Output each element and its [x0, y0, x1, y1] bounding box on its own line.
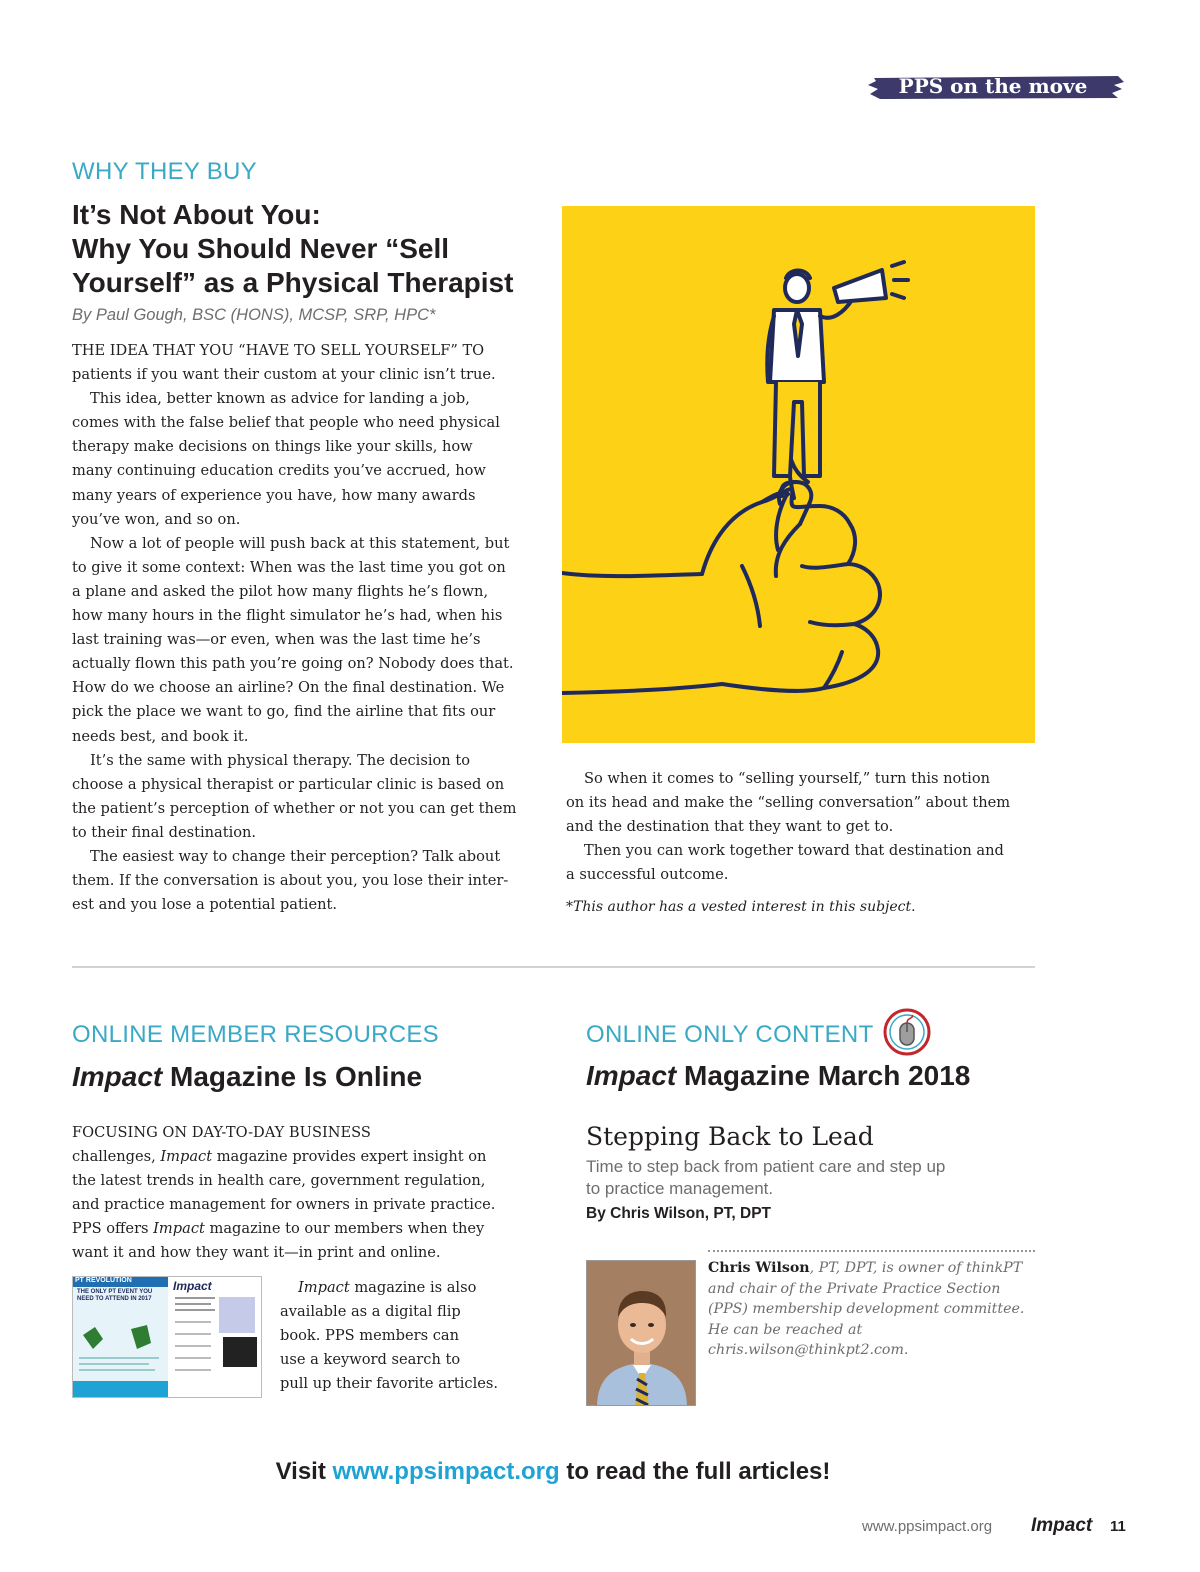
page-number: 11 [1110, 1518, 1126, 1535]
text-line: a plane and asked the pilot how many flights he’s flown, [72, 582, 489, 600]
article-kicker: WHY THEY BUY [72, 158, 257, 185]
thumb-headline: THE ONLY PT EVENT YOU NEED TO ATTEND IN 2017 [77, 1289, 153, 1302]
text-line: to give it some context: When was the last time you got on [72, 558, 506, 576]
resources-body [72, 1121, 552, 1266]
text-line: comes with the false belief that people who need physical [72, 414, 500, 432]
paragraph [566, 767, 1036, 839]
text-segment: the latest trends in health care, government regulation, [72, 1172, 486, 1190]
online-only-kicker: ONLINE ONLY CONTENT [586, 1021, 874, 1048]
paragraph [72, 339, 552, 387]
text-segment: available as a digital flip [280, 1303, 461, 1321]
text-segment: use a keyword search to [280, 1351, 461, 1369]
text-segment: pull up their favorite articles. [280, 1375, 499, 1393]
mouse-icon [882, 1007, 932, 1057]
text-line [280, 1276, 540, 1300]
paragraph [72, 749, 552, 845]
text-line: them. If the conversation is about you, you lose their inter- [72, 872, 509, 890]
resources-title [72, 1061, 422, 1093]
text-line: How do we choose an airline? On the final destination. We [72, 679, 505, 697]
text-segment: PPS offers [72, 1220, 154, 1238]
paragraph [72, 387, 552, 532]
text-segment: and practice management for owners in private practice. [72, 1196, 496, 1214]
text-line: actually flown this path you’re going on? Nobody does that. [72, 655, 514, 673]
paragraph [72, 532, 552, 749]
online-only-title-italic: Impact [586, 1060, 677, 1091]
text-line: the patient’s perception of whether or not you can get them [72, 799, 517, 817]
text-line: patients if you want their custom at your clinic isn’t true. [72, 366, 496, 384]
text-line: how many hours in the flight simulator he’s had, when his [72, 607, 503, 625]
impact-italic: Impact [153, 1220, 205, 1238]
text-segment: book. PPS members can [280, 1327, 459, 1345]
text-line: The easiest way to change their perception? Talk about [90, 847, 501, 865]
section-tag-label: PPS on the move [898, 74, 1088, 98]
illustration [562, 206, 1035, 743]
text-line [72, 1241, 552, 1265]
article-body-left [72, 339, 552, 917]
online-only-title [586, 1060, 970, 1092]
article-title [72, 198, 552, 300]
text-segment: challenges, [72, 1148, 161, 1166]
text-line [72, 1217, 552, 1241]
text-line: therapy make decisions on things like your skills, how [72, 438, 473, 456]
visit-cta [0, 1458, 1106, 1486]
resources-title-italic: Impact [72, 1061, 163, 1092]
text-line: needs best, and book it. [72, 727, 249, 745]
footer-url[interactable]: www.ppsimpact.org [862, 1518, 993, 1535]
article-title-line: Yourself” as a Physical Therapist [72, 267, 514, 298]
text-line: choose a physical therapist or particular clinic is based on [72, 775, 505, 793]
resources-lead-caps: FOCUSING ON DAY-TO-DAY BUSINESS [72, 1124, 371, 1141]
magazine-thumbnail[interactable] [72, 1276, 262, 1398]
text-segment: magazine is also [349, 1279, 477, 1296]
text-line: This idea, better known as advice for landing a job, [90, 390, 470, 408]
text-line [280, 1372, 540, 1396]
cta-prefix: Visit [275, 1458, 333, 1485]
text-line: last training was—or even, when was the last time he’s [72, 631, 481, 649]
text-line: THE IDEA THAT YOU “HAVE TO SELL YOURSELF” TO [72, 342, 485, 359]
text-line [280, 1300, 540, 1324]
text-line [280, 1348, 540, 1372]
text-segment: want it and how they want it—in print and online. [72, 1244, 441, 1262]
text-line: est and you lose a potential patient. [72, 896, 338, 914]
text-line: and the destination that they want to get to. [566, 818, 894, 836]
text-line: pick the place we want to go, find the airline that fits our [72, 703, 496, 721]
article-title-line: It’s Not About You: [72, 199, 321, 230]
flip-book-text [280, 1276, 540, 1396]
text-line [72, 1145, 552, 1169]
dotted-divider [708, 1250, 1035, 1252]
article-footnote: *This author has a vested interest in this subject. [566, 899, 916, 915]
text-line: to their final destination. [72, 823, 257, 841]
bio-name: Chris Wilson [708, 1260, 810, 1276]
text-segment: magazine to our members when they [204, 1220, 485, 1238]
text-line: on its head and make the “selling conversation” about them [566, 794, 1011, 812]
cta-suffix: to read the full articles! [559, 1458, 831, 1485]
teaser-byline: By Chris Wilson, PT, DPT [586, 1205, 772, 1222]
section-tag [868, 72, 1126, 102]
text-line: So when it comes to “selling yourself,” turn this notion [584, 770, 991, 787]
text-line: a successful outcome. [566, 866, 729, 884]
thumb-logo: Impact [173, 1279, 212, 1293]
thumbs-up-megaphone-illustration [562, 206, 1035, 743]
text-line: many continuing education credits you’ve accrued, how [72, 462, 486, 480]
resources-title-rest: Magazine Is Online [162, 1061, 423, 1092]
text-line [72, 1193, 552, 1217]
impact-italic: Impact [298, 1279, 350, 1296]
author-bio [708, 1258, 1038, 1361]
online-only-title-rest: Magazine March 2018 [676, 1060, 971, 1091]
article-body-right [566, 767, 1036, 887]
paragraph [566, 839, 1036, 887]
text-line: Now a lot of people will push back at this statement, but [90, 534, 510, 552]
text-line: you’ve won, and so on. [72, 510, 241, 528]
text-segment: magazine provides expert insight on [212, 1148, 487, 1166]
text-line [280, 1324, 540, 1348]
article-teaser: Time to step back from patient care and step up to practice management. [586, 1157, 946, 1198]
section-divider [72, 966, 1035, 968]
bio-text: , PT, DPT, is owner of thinkPT and chair of the Private Practice Section (PPS) membership development committee. He can be reached at chris.wilson@thinkpt2.com. [708, 1260, 1025, 1358]
footer-brand: Impact [1031, 1515, 1093, 1536]
resources-kicker: ONLINE MEMBER RESOURCES [72, 1021, 439, 1048]
article-byline: By Paul Gough, BSC (HONS), MCSP, SRP, HPC* [72, 306, 436, 324]
impact-italic: Impact [160, 1148, 213, 1166]
thumb-banner: PT REVOLUTION [75, 1277, 132, 1284]
paragraph [72, 845, 552, 917]
cta-link[interactable]: www.ppsimpact.org [332, 1458, 560, 1485]
text-line [72, 1169, 552, 1193]
text-line: It’s the same with physical therapy. The decision to [90, 751, 470, 769]
author-portrait [586, 1260, 696, 1406]
text-line: many years of experience you have, how many awards [72, 486, 476, 504]
portrait-photo [587, 1261, 696, 1406]
stepping-back-title[interactable]: Stepping Back to Lead [586, 1122, 874, 1151]
article-title-line: Why You Should Never “Sell [72, 233, 450, 264]
text-line: Then you can work together toward that destination and [584, 842, 1004, 860]
